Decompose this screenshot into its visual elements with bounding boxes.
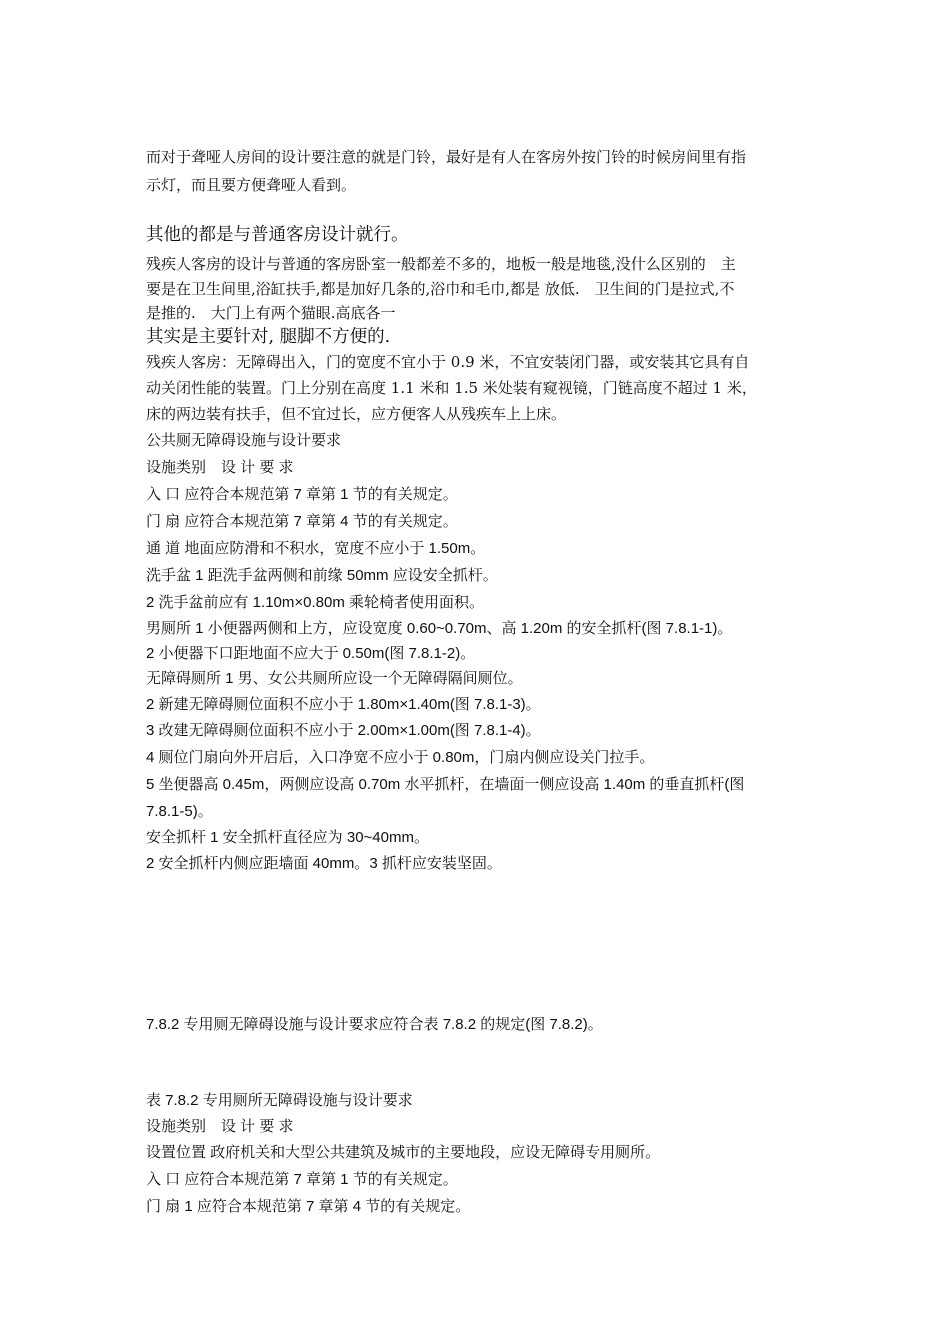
table-row-line: 3 改建无障碍厕位面积不应小于 2.00m×1.00m(图 7.8.1-4)。 — [146, 722, 541, 739]
table-row-line: 4 厕位门扇向外开启后，入口净宽不应小于 0.80m，门扇内侧应设关门拉手。 — [146, 749, 655, 766]
paragraph-line: 而对于聋哑人房间的设计要注意的就是门铃，最好是有人在客房外按门铃的时候房间里有指 — [146, 148, 747, 166]
paragraph-line: 其他的都是与普通客房设计就行。 — [146, 225, 409, 245]
table-row-line: 男厕所 1 小便器两侧和上方，应设宽度 0.60~0.70m、高 1.20m 的安全抓杆(图 7.8.1-1)。 — [146, 620, 733, 637]
table-row-line: 2 洗手盆前应有 1.10m×0.80m 乘轮椅者使用面积。 — [146, 594, 484, 611]
paragraph-line: 是推的. 大门上有两个猫眼.高底各一 — [146, 304, 396, 322]
table-header-line: 设施类别 设 计 要 求 — [146, 1118, 294, 1135]
paragraph-line: 要是在卫生间里,浴缸扶手,都是加好几条的,浴巾和毛巾,都是 放低. 卫生间的门是拉式,不 — [146, 280, 735, 298]
table-row-line: 入 口 应符合本规范第 7 章第 1 节的有关规定。 — [146, 1171, 458, 1188]
table-caption: 表 7.8.2 专用厕所无障碍设施与设计要求 — [146, 1092, 413, 1109]
table-row-line: 入 口 应符合本规范第 7 章第 1 节的有关规定。 — [146, 486, 458, 503]
section-heading: 公共厕无障碍设施与设计要求 — [146, 432, 342, 449]
table-row-line: 洗手盆 1 距洗手盆两侧和前缘 50mm 应设安全抓杆。 — [146, 567, 498, 584]
table-row-line: 无障碍厕所 1 男、女公共厕所应设一个无障碍隔间厕位。 — [146, 670, 523, 687]
table-row-line: 5 坐便器高 0.45m，两侧应设高 0.70m 水平抓杆，在墙面一侧应设高 1.40m 的垂直抓杆(图 — [146, 776, 745, 793]
paragraph-line: 动关闭性能的装置。门上分别在高度 1.1 米和 1.5 米处装有窥视镜，门链高度不超过 1 米， — [146, 379, 757, 397]
clause-line: 7.8.2 专用厕无障碍设施与设计要求应符合表 7.8.2 的规定(图 7.8.2)。 — [146, 1016, 603, 1033]
table-header-line: 设施类别 设 计 要 求 — [146, 459, 294, 476]
paragraph-line: 示灯，而且要方便聋哑人看到。 — [146, 176, 357, 194]
table-row-line: 通 道 地面应防滑和不积水，宽度不应小于 1.50m。 — [146, 540, 486, 557]
paragraph-line: 床的两边装有扶手，但不宜过长，应方便客人从残疾车上上床。 — [146, 405, 567, 423]
table-row-line: 门 扇 应符合本规范第 7 章第 4 节的有关规定。 — [146, 513, 458, 530]
table-row-line: 2 安全抓杆内侧应距墙面 40mm。3 抓杆应安装坚固。 — [146, 855, 502, 872]
table-row-line: 2 小便器下口距地面不应大于 0.50m(图 7.8.1-2)。 — [146, 645, 476, 662]
paragraph-line: 残疾人客房：无障碍出入，门的宽度不宜小于 0.9 米，不宜安装闭门器，或安装其它具有自 — [146, 353, 750, 371]
table-row-line: 设置位置 政府机关和大型公共建筑及城市的主要地段，应设无障碍专用厕所。 — [146, 1144, 661, 1161]
paragraph-line: 其实是主要针对, 腿脚不方便的. — [146, 327, 391, 347]
table-row-line: 7.8.1-5)。 — [146, 803, 213, 820]
table-row-line: 安全抓杆 1 安全抓杆直径应为 30~40mm。 — [146, 829, 429, 846]
table-row-line: 门 扇 1 应符合本规范第 7 章第 4 节的有关规定。 — [146, 1198, 471, 1215]
paragraph-line: 残疾人客房的设计与普通的客房卧室一般都差不多的，地板一般是地毯,没什么区别的 主 — [146, 255, 736, 273]
table-row-line: 2 新建无障碍厕位面积不应小于 1.80m×1.40m(图 7.8.1-3)。 — [146, 696, 541, 713]
